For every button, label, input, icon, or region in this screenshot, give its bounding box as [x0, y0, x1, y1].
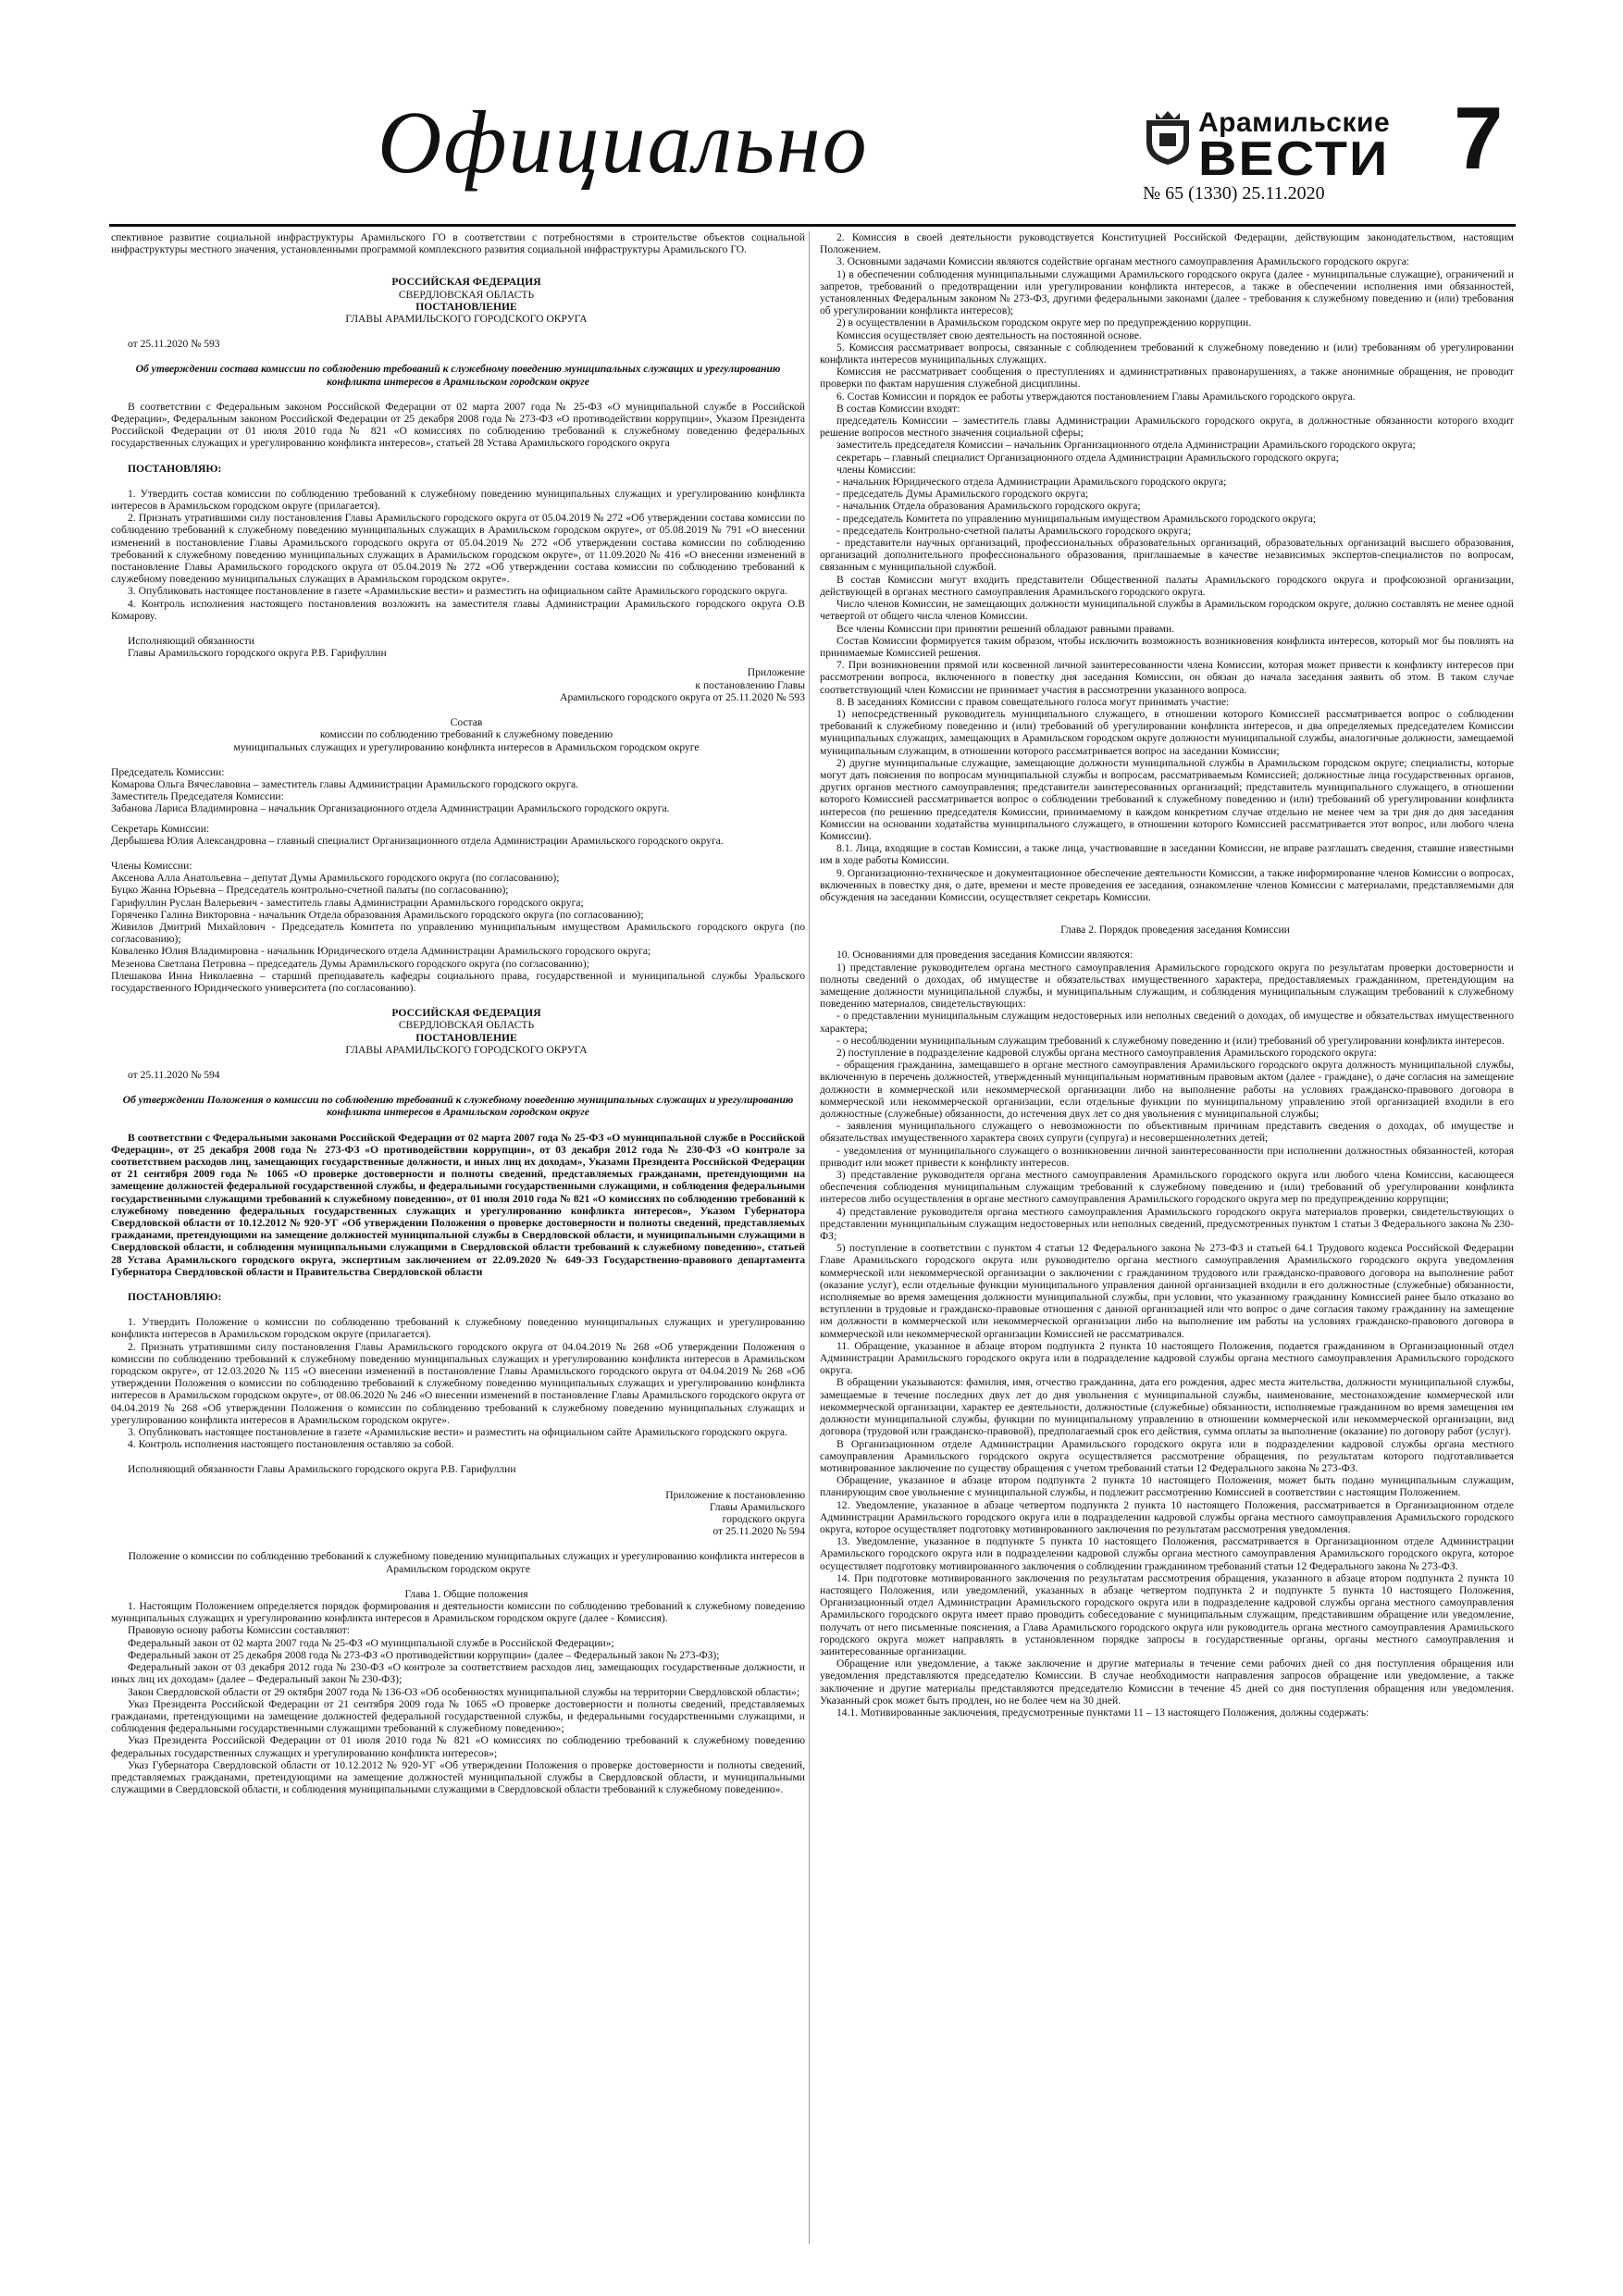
reg-clause: - обращения гражданина, замещавшего в органе местного самоуправления Арамильского городского округа должность муниципальной службы, включенную в перечень должностей, утвержденный муниципальным нормативным правовым актом (далее - граждане), о даче согласия на замещение должности в коммерческой или некоммерческой организации либо на выполнение работы на условиях гражданско-правового договора в коммерческой или некоммерческой организации, если отдельные функции по муниципальному управлению этой организацией входили в его должностные (служебные) обязанности, до истечения двух лет со дня увольнения с муниципальной службы; [820, 1059, 1514, 1121]
doc1-point-4: 4. Контроль исполнения настоящего постановления возложить на заместителя главы Администрации Арамильского городского округа О.В Комарову. [111, 597, 805, 622]
reg-clause: 4) представление руководителя органа местного самоуправления Арамильского городского округа материалов проверки, свидетельствующих о представлении муниципальным служащим недостоверных или неполных сведений, предусмотренных пунктом 1 статьи 3 Федерального закона № 230-ФЗ; [820, 1205, 1514, 1243]
composition-heading-2: комиссии по соблюдению требований к служебному поведению [319, 728, 613, 741]
doc2-point-4: 4. Контроль исполнения настоящего постановления оставляю за собой. [128, 1438, 454, 1451]
chair: Комарова Ольга Вячеславовна – заместитель главы Администрации Арамильского городского округа. [111, 777, 579, 790]
member-item: Гарифуллин Руслан Валерьевич - заместитель главы Администрации Арамильского городского округа; [111, 896, 584, 909]
doc2-appendix-3: городского округа [722, 1513, 805, 1526]
reg-clause: 1) представление руководителем органа местного самоуправления Арамильского городского округа по результатам проверки достоверности и полноты сведений о доходах, об имуществе и обязательствах имущественного характера, предоставляемых гражданином, претендующим на замещение должности муниципальной службы, и муниципальным служащим, и соблюдения муниципальным служащим требований к служебному поведению материалов, свидетельствующих: [820, 961, 1514, 1011]
member-role-item: - председатель Комитета по управлению муниципальным имуществом Арамильского городского округа; [836, 512, 1317, 525]
doc2-appendix-1: Приложение к постановлению [665, 1488, 805, 1501]
doc2-point-2: 2. Признать утратившими силу постановления Главы Арамильского городского округа от 04.04.2019 № 268 «Об утверждении Положения о комиссии по соблюдению требований к служебному поведению муниципальных служащих и урегулированию конфликта интересов в Арамильском городском округе», от 12.03.2020 № 115 «О внесении изменений в постановление Главы Арамильского городского округа от 04.04.2019 № 268 «Об утверждении Положения о комиссии по соблюдению требований к служебному поведению муниципальных служащих и урегулированию конфликта интересов в Арамильском городском округе», от 08.06.2020 № 246 «О внесении изменений в постановление Главы Арамильского городского округа от 04.04.2019 № 268 «Об утверждении Положения о комиссии по соблюдению требований к служебному поведению муниципальных служащих и урегулированию конфликта интересов в Арамильском городском округе». [111, 1340, 805, 1426]
secretary: Дербышева Юлия Александровна – главный специалист Организационного отдела Администрации Арамильского городского округа. [111, 834, 724, 847]
reg-clause: 13. Уведомление, указанное в подпункте 5 пункта 10 настоящего Положения, рассматривается в Организационном отделе Администрации Арамильского городского округа или в подразделении кадровой службы органа местного самоуправления Арамильского городского округа, которое осуществляет подготовку мотивированного заключения о соблюдении гражданином требований статьи 12 Федерального закона № 273-ФЗ. [820, 1535, 1514, 1572]
reg-clause: члены Комиссии: [836, 463, 916, 476]
reg-clause: 2) поступление в подразделение кадровой службы органа местного самоуправления Арамильского городского округа: [836, 1047, 1377, 1059]
reg-clause: Федеральный закон от 03 декабря 2012 года № 230-ФЗ «О контроле за соответствием расходов лиц, замещающих государственные должности, и иных лиц их доходам» (далее – Федеральный закон № 230-ФЗ); [111, 1661, 805, 1686]
chair-label: Председатель Комиссии: [111, 765, 225, 778]
section-title: Официально [378, 93, 869, 192]
reg-clause: Указ Президента Российской Федерации от 01 июля 2010 года № 821 «О комиссиях по соблюдению требований к служебному поведению федеральных государственных служащих и урегулированию конфликта интересов»; [111, 1734, 805, 1759]
doc2-signature: Исполняющий обязанности Главы Арамильского городского округа Р.В. Гарифуллин [128, 1463, 516, 1476]
member-role-item: - председатель Думы Арамильского городского округа; [836, 488, 1089, 501]
doc1-resolve: ПОСТАНОВЛЯЮ: [128, 462, 222, 475]
reg-clause: - о несоблюдении муниципальным служащим требований к служебному поведению и (или) требований об урегулировании конфликта интересов. [836, 1034, 1505, 1047]
composition-heading-1: Состав [450, 716, 483, 729]
brand-name-main: ВЕСТИ [1198, 132, 1390, 186]
reg-clause: 7. При возникновении прямой или косвенной личной заинтересованности члена Комиссии, которая может привести к конфликту интересов при рассмотрении вопроса, включенного в повестку дня заседания Комиссии, он обязан до начала заседания заявить об этом. В таком случае соответствующий член Комиссии не принимает участия в рассмотрении указанного вопроса. [820, 659, 1514, 696]
reg-clause: - представители научных организаций, профессиональных образовательных организаций, образовательных организаций высшего образования, организаций дополнительного профессионального образования, приглашаемые в качестве независимых экспертов-специалистов по вопросам, связанным с муниципальной службой. [820, 537, 1514, 574]
doc2-heading-4: ГЛАВЫ АРАМИЛЬСКОГО ГОРОДСКОГО ОКРУГА [345, 1043, 588, 1056]
reg-clause: Обращение, указанное в абзаце втором подпункта 2 пункта 10 настоящего Положения, может быть подано муниципальным служащим, планирующим свое увольнение с муниципальной службы, и подлежит рассмотрению Комиссией в соответствии с настоящим Положением. [820, 1474, 1514, 1499]
reg-clause: Правовую основу работы Комиссии составляют: [128, 1624, 351, 1637]
doc1-preamble: В соответствии с Федеральным законом Российской Федерации от 02 марта 2007 года № 25-ФЗ «О муниципальной службе в Российской Федерации», Федеральным законом Российской Федерации от 25 декабря 2008 года № 273-ФЗ «О противодействии коррупции», Указом Президента Российской Федерации от 01 июля 2010 года № 821 «О комиссиях по соблюдению требований к служебному поведению федеральных государственных служащих и урегулированию конфликта интересов», статьей 28 Устава Арамильского городского округа [111, 400, 805, 450]
member-role-item: - начальник Отдела образования Арамильского городского округа; [836, 500, 1141, 513]
masthead-rule [109, 224, 1516, 227]
reg-clause: председатель Комиссии – заместитель главы Администрации Арамильского городского округа, в должностные обязанности которого входит решение вопросов местного значения социальной сферы; [820, 415, 1514, 440]
reg-clause: заместитель председателя Комиссии – начальник Организационного отдела Администрации Арамильского городского округа; [836, 439, 1416, 452]
issue-number: № 65 (1330) 25.11.2020 [1143, 183, 1325, 204]
member-item: Горяченко Галина Викторовна - начальник Отдела образования Арамильского городского округа (по согласованию); [111, 908, 644, 921]
doc2-point-1: 1. Утвердить Положение о комиссии по соблюдению требований к служебному поведению муниципальных служащих и урегулированию конфликта интересов в Арамильском городском округе (прилагается). [111, 1316, 805, 1341]
masthead [109, 89, 1516, 204]
reg-clause: 3. Основными задачами Комиссии являются содействие органам местного самоуправления Арамильского городского округа: [836, 255, 1410, 268]
reg-clause: 14. При подготовке мотивированного заключения по результатам рассмотрения обращения, указанного в абзаце втором подпункта 2 пункта 10 настоящего Положения, или уведомлений, указанных в абзаце четвертом подпункта 2 и подпункте 5 пункта 10 настоящего Положения, Организационный отдел Администрации Арамильского городского округа или в подразделение кадровой службы органа местного самоуправления Арамильского городского округа имеет право проводить собеседование с муниципальным служащим, представившим обращение или уведомление, получать от него письменные пояснения, а Глава Арамильского городского округа или руководитель органа местного самоуправления Арамильского городского округа может направлять в установленном порядке запросы в государственные органы, органы местного самоуправления и заинтересованные организации. [820, 1571, 1514, 1657]
newspaper-brand [1141, 107, 1446, 204]
doc1-heading-3: ПОСТАНОВЛЕНИЕ [415, 300, 517, 313]
reg-clause: - уведомления от муниципального служащего о возникновении личной заинтересованности при исполнении должностных обязанностей, которая приводит или может привести к конфликту интересов. [820, 1144, 1514, 1169]
reg-clause: 5. Комиссия рассматривает вопросы, связанные с соблюдением требований к служебному поведению и (или) требованиям об урегулировании конфликта интересов муниципальных служащих. [820, 341, 1514, 366]
doc2-appendix-4: от 25.11.2020 № 594 [712, 1525, 805, 1538]
reg-clause: В обращении указываются: фамилия, имя, отчество гражданина, дата его рождения, адрес места жительства, должности муниципальной службы, замещаемые в течение последних двух лет до дня увольнения с муниципальной службы, наименование, местонахождение коммерческой или некоммерческой организации, характер ее деятельности, должностные (служебные) обязанности, исполняемые гражданином во время замещения им должности муниципальной службы, функции по муниципальному управлению в отношении коммерческой или некоммерческой организации, вид договора (трудовой или гражданско-правовой), предполагаемый срок его действия, сумма оплаты за выполнение (оказание) по договору работ (услуг). [820, 1376, 1514, 1438]
reg-clause: Федеральный закон от 02 марта 2007 года № 25-ФЗ «О муниципальной службе в Российской Федерации»; [128, 1636, 614, 1649]
composition-heading-3: муниципальных служащих и урегулированию конфликта интересов в Арамильском городском округе [233, 740, 700, 753]
reg-clause: 12. Уведомление, указанное в абзаце четвертом подпункта 2 пункта 10 настоящего Положения, рассматривается в Организационном отделе Администрации Арамильского городского округа или в подразделении кадровой службы органа местного самоуправления Арамильского городского округа, которое осуществляет подготовку мотивированного заключения по результатам рассмотрения уведомления. [820, 1498, 1514, 1535]
regulation-title: Положение о комиссии по соблюдению требований к служебному поведению муниципальных служащих и урегулированию конфликта интересов в Арамильском городском округе [128, 1550, 805, 1575]
intro-text: спективное развитие социальной инфраструктуры Арамильского ГО в соответствии с потребностями в строительстве объектов социальной инфраструктуры местного значения, установленными программой комплексного развития социальной инфраструктуры Арамильского ГО. [111, 231, 805, 256]
reg-clause: Указ Президента Российской Федерации от 21 сентября 2009 года № 1065 «О проверке достоверности и полноты сведений, представляемых гражданами, претендующими на замещение должностей федеральной государственной службы, и федеральными государственными служащими, и соблюдения федеральными государственными служащими требований к служебному поведению»; [111, 1697, 805, 1735]
reg-clause: 11. Обращение, указанное в абзаце втором подпункта 2 пункта 10 настоящего Положения, подается гражданином в Организационный отдел Администрации Арамильского городского округа или в подразделение кадровой службы органа местного самоуправления Арамильского городского округа. [820, 1339, 1514, 1377]
doc1-signature-2: Главы Арамильского городского округа Р.В. Гарифуллин [128, 647, 387, 660]
reg-clause: 2. Комиссия в своей деятельности руководствуется Конституцией Российской Федерации, действующим законодательством, настоящим Положением. [820, 231, 1514, 256]
page-number: 7 [1454, 89, 1504, 188]
column-divider [809, 231, 810, 2244]
reg-clause: 6. Состав Комиссии и порядок ее работы утверждаются постановлением Главы Арамильского городского округа. [836, 390, 1356, 403]
brand-name-top: Арамильские [1198, 107, 1391, 138]
doc2-title: Об утверждении Положения о комиссии по соблюдению требований к служебному поведению муниципальных служащих и урегулированию конфликта интересов в Арамильском городском округе [122, 1094, 794, 1119]
doc1-point-2: 2. Признать утратившими силу постановления Главы Арамильского городского округа от 05.04.2019 № 272 «Об утверждении состава комиссии по соблюдению требований к служебному поведению муниципальных служащих в Арамильском городском округе», от 05.08.2019 № 791 «О внесении изменений в постановление Главы Арамильского городского округа от 05.04.2019 № 272 «Об утверждении состава комиссии по соблюдению требований к служебному поведению муниципальных служащих в Арамильском городском округе», от 11.09.2020 № 416 «О внесении изменений в постановление Главы Арамильского городского округа от 05.04.2019 № 272 «Об утверждении состава комиссии по соблюдению требований к служебному поведению муниципальных служащих в Арамильском городском округе». [111, 512, 805, 586]
member-role-item: - председатель Контрольно-счетной палаты Арамильского городского округа; [836, 524, 1192, 537]
reg-clause: Обращение или уведомление, а также заключение и другие материалы в течение семи рабочих дней со дня поступления обращения или уведомления представляются председателю Комиссии. В случае необходимости направления запросов обращение или уведомление, а также заключение и другие материалы представляются председателю Комиссии в течение 45 дней со дня поступления обращения или уведомления. Указанный срок может быть продлен, но не более чем на 30 дней. [820, 1657, 1514, 1706]
reg-clause: В состав Комиссии входят: [836, 402, 960, 415]
doc1-point-3: 3. Опубликовать настоящее постановление в газете «Арамильские вести» и разместить на официальном сайте Арамильского городского округа. [128, 585, 787, 598]
left-column [111, 231, 805, 1795]
doc2-preamble: В соответствии с Федеральными законами Российской Федерации от 02 марта 2007 года № 25-ФЗ «О муниципальной службе в Российской Федерации», от 25 декабря 2008 года № 273-ФЗ «О противодействии коррупции», от 03 декабря 2012 года № 230-ФЗ «О контроле за соответствием расходов лиц, замещающих государственные должности, и иных лиц их доходам», Указами Президента Российской Федерации от 21 сентября 2009 года № 1065 «О проверке достоверности и полноты сведений, представляемых гражданами, претендующими на замещение должностей федеральной государственной службы, и федеральными государственными служащими, и соблюдения федеральными государственными служащими требований к служебному поведению», от 01 июля 2010 года № 821 «О комиссиях по соблюдению требований к служебному поведению федеральных государственных служащих и урегулированию конфликта интересов», Указом Губернатора Свердловской области от 10.12.2012 № 920-УГ «Об утверждении Положения о проверке достоверности и полноты сведений, представляемых гражданами, претендующими на замещение должностей муниципальной службы в Свердловской области, и муниципальными служащими в Свердловской области, и соблюдения муниципальными служащими в Свердловской области требований к служебному поведению», статьей 28 Устава Арамильского городского округа, экспертным заключением от 22.09.2020 № 649-ЭЗ Государственно-правового департамента Губернатора Свердловской области и Правительства Свердловской области [111, 1131, 805, 1278]
doc1-appendix-3: Арамильского городского округа от 25.11.2020 № 593 [560, 690, 805, 703]
reg-clause: 8. В заседаниях Комиссии с правом совещательного голоса могут принимать участие: [836, 695, 1230, 708]
reg-clause: 2) в осуществлении в Арамильском городском округе мер по предупреждению коррупции. [836, 316, 1252, 329]
member-item: Живилов Дмитрий Михайлович - Председатель Комитета по управлению муниципальным имуществом Арамильского городского округа (по согласованию); [111, 920, 805, 946]
member-item: Плешакова Инна Николаевна – старший преподаватель кафедры социального права, государственной и муниципальной службы Уральского государственного Юридического университета (по согласованию). [111, 969, 805, 994]
reg-clause: В Организационном отделе Администрации Арамильского городского округа или в подразделении кадровой службы органа местного самоуправления Арамильского городского округа осуществляется рассмотрение обращения, по результатам которого подготавливается мотивированное заключение по существу обращения с учетом требований статьи 12 Федерального закона № 273-ФЗ. [820, 1437, 1514, 1474]
doc2-heading-3: ПОСТАНОВЛЕНИЕ [415, 1031, 517, 1044]
doc1-point-1: 1. Утвердить состав комиссии по соблюдению требований к служебному поведению муниципальных служащих и урегулированию конфликта интересов в Арамильском городском округе (прилагается). [111, 487, 805, 513]
right-column [820, 231, 1514, 1719]
member-item: Коваленко Юлия Владимировна - начальник Юридического отдела Администрации Арамильского городского округа; [111, 945, 651, 958]
reg-clause: 1. Настоящим Положением определяется порядок формирования и деятельности комиссии по соблюдению требований к служебному поведению муниципальных служащих и урегулированию конфликта интересов в Арамильском городском округе (далее - Комиссия). [111, 1600, 805, 1625]
reg-clause: 5) поступление в соответствии с пунктом 4 статьи 12 Федерального закона № 273-ФЗ и статьей 64.1 Трудового кодекса Российской Федерации Главе Арамильского городского округа или руководителю органа местного самоуправления Арамильского городского округа уведомления коммерческой или некоммерческой организации о заключении с гражданином трудового или гражданско-правового договора на выполнение работ (оказание услуг), если отдельные функции муниципального управления данной организацией входили в его должностные (служебные) обязанности, исполняемые во время замещения должности муниципальной службы, при условии, что указанному гражданину Комиссией ранее было отказано во вступлении в трудовые и гражданско-правовые отношения с данной организацией или что вопрос о даче согласия такому гражданину на замещение им должности в коммерческой или некоммерческой организации либо на выполнение им работы на условиях гражданско-правового договора в коммерческой или некоммерческой организации Комиссией не рассматривался. [820, 1242, 1514, 1340]
reg-clause: 3) представление руководителя органа местного самоуправления Арамильского городского округа или любого члена Комиссии, касающееся обеспечения соблюдения муниципальным служащим требований к служебному поведению и (или) требований об урегулировании конфликта интересов либо осуществления в органе местного самоуправления Арамильского городского округа мер по предупреждению коррупции; [820, 1169, 1514, 1206]
reg-clause: Указ Губернатора Свердловской области от 10.12.2012 № 920-УГ «Об утверждении Положения о проверке достоверности и полноты сведений, представляемых гражданами, претендующими на замещение должностей муниципальной службы в Свердловской области, и муниципальными служащими в Свердловской области, и соблюдения муниципальными служащими в Свердловской области требований к служебному поведению». [111, 1758, 805, 1796]
doc2-date: от 25.11.2020 № 594 [128, 1068, 220, 1081]
deputy-label: Заместитель Председателя Комиссии: [111, 790, 284, 803]
doc1-signature-1: Исполняющий обязанности [128, 635, 254, 648]
doc1-heading-1: РОССИЙСКАЯ ФЕДЕРАЦИЯ [391, 276, 541, 289]
doc2-appendix-2: Главы Арамильского [709, 1500, 805, 1513]
member-item: Буцко Жанна Юрьевна – Председатель контрольно-счетной палаты (по согласованию); [111, 884, 509, 897]
member-item: Аксенова Алла Анатольевна – депутат Думы Арамильского городского округа (по согласованию); [111, 872, 560, 885]
reg-clause: Закон Свердловской области от 29 октября 2007 года № 136-ОЗ «Об особенностях муниципальной службы на территории Свердловской области»; [128, 1685, 800, 1698]
member-role-item: - начальник Юридического отдела Администрации Арамильского городского округа; [836, 476, 1227, 489]
doc2-point-3: 3. Опубликовать настоящее постановление в газете «Арамильские вести» и разместить на официальном сайте Арамильского городского округа. [128, 1426, 787, 1439]
reg-clause: секретарь – главный специалист Организационного отдела Администрации Арамильского городского округа; [836, 451, 1339, 464]
reg-clause: Состав Комиссии формируется таким образом, чтобы исключить возможность возникновения конфликта интересов, который мог бы повлиять на принимаемые Комиссией решения. [820, 634, 1514, 659]
reg-clause: - о представлении муниципальным служащим недостоверных или неполных сведений о доходах, об имуществе и обязательствах имущественного характера; [820, 1010, 1514, 1035]
doc1-title: Об утверждении состава комиссии по соблюдению требований к служебному поведению муниципальных служащих и урегулированию конфликта интересов в Арамильском городском округе [135, 363, 781, 388]
reg-clause: Федеральный закон от 25 декабря 2008 года № 273-ФЗ «О противодействии коррупции» (далее – Федеральный закон № 273-ФЗ); [128, 1648, 720, 1661]
deputy: Забанова Лариса Владимировна – начальник Организационного отдела Администрации Арамильского городского округа. [111, 802, 670, 815]
reg-clause: 1) в обеспечении соблюдения муниципальными служащими Арамильского городского округа (далее - муниципальные служащие), ограничений и запретов, требований о предотвращении или урегулировании конфликта интересов, а также в обеспечении исполнения ими обязанностей, установленных Федеральным законом № 273-ФЗ, другими федеральными законами (далее - требования к служебному поведению и (или) требования об урегулировании конфликта интересов); [820, 267, 1514, 317]
doc2-heading-2: СВЕРДЛОВСКАЯ ОБЛАСТЬ [398, 1019, 535, 1032]
doc2-heading-1: РОССИЙСКАЯ ФЕДЕРАЦИЯ [391, 1007, 541, 1020]
reg-clause: В состав Комиссии могут входить представители Общественной палаты Арамильского городского округа и профсоюзной организации, действующей в органах местного самоуправления Арамильского городского округа. [820, 573, 1514, 598]
reg-clause: 1) непосредственный руководитель муниципального служащего, в отношении которого Комиссией рассматривается вопрос о соблюдении требований к служебному поведению и (или) требований об урегулировании конфликта интересов, и два определяемых председателем Комиссии муниципальных служащих, замещающих в Арамильском городском округе должности муниципальной службы, аналогичные должности, замещаемой муниципальным служащим, в отношении которого рассматривается вопрос на заседании Комиссии; [820, 707, 1514, 757]
coat-of-arms-icon [1141, 109, 1195, 167]
reg-clause: 8.1. Лица, входящие в состав Комиссии, а также лица, участвовавшие в заседании Комиссии, не вправе разглашать сведения, ставшие известными им в ходе работы Комиссии. [820, 842, 1514, 867]
reg-clause: Комиссия осуществляет свою деятельность на постоянной основе. [836, 329, 1142, 341]
reg-clause: 10. Основаниями для проведения заседания Комиссии являются: [836, 949, 1134, 962]
chapter-1-heading: Глава 1. Общие положения [404, 1587, 528, 1600]
doc1-appendix-2: к постановлению Главы [695, 678, 805, 691]
doc1-heading-4: ГЛАВЫ АРАМИЛЬСКОГО ГОРОДСКОГО ОКРУГА [345, 313, 588, 326]
reg-clause: - заявления муниципального служащего о невозможности по объективным причинам представить сведения о доходах, об имуществе и обязательствах имущественного характера своих супруги (супруга) и несовершеннолетних детей; [820, 1120, 1514, 1145]
reg-clause: Все члены Комиссии при принятии решений обладают равными правами. [836, 622, 1175, 635]
reg-clause: 9. Организационно-техническое и документационное обеспечение деятельности Комиссии, а также информирование членов Комиссии о вопросах, включенных в повестку дня, о дате, времени и месте проведения ее заседания, ознакомление членов Комиссии с материалами, представляемыми для обсуждения на заседании Комиссии, осуществляет секретарь Комиссии. [820, 866, 1514, 903]
members-label: Члены Комиссии: [111, 859, 192, 872]
doc1-heading-2: СВЕРДЛОВСКАЯ ОБЛАСТЬ [398, 288, 535, 301]
reg-clause: 2) другие муниципальные служащие, замещающие должности муниципальной службы в Арамильском городском округе; специалисты, которые могут дать пояснения по вопросам муниципальной службы и вопросам, рассматриваемым Комиссией; должностные лица государственных органов, других органов местного самоуправления; представители заинтересованных организаций; представитель муниципального служащего, в отношении которого Комиссией рассматривается вопрос о соблюдении требований к служебному поведению и (или) требований об урегулировании конфликта интересов (по решению председателя Комиссии, принимаемому в каждом конкретном случае отдельно не менее чем за три дня до дня заседания Комиссии на основании ходатайства муниципального служащего, в отношении которого Комиссией рассматривается этот вопрос, или любого члена Комиссии). [820, 756, 1514, 842]
reg-clause: Число членов Комиссии, не замещающих должности муниципальной службы в Арамильском городском округе, должно составлять не менее одной четвертой от общего числа членов Комиссии. [820, 598, 1514, 623]
doc1-date: от 25.11.2020 № 593 [128, 338, 220, 351]
secretary-label: Секретарь Комиссии: [111, 822, 210, 835]
reg-clause: 14.1. Мотивированные заключения, предусмотренные пунктами 11 – 13 настоящего Положения, должны содержать: [836, 1706, 1369, 1719]
doc2-resolve: ПОСТАНОВЛЯЮ: [128, 1291, 222, 1304]
doc1-appendix-1: Приложение [747, 666, 805, 679]
reg-clause: Комиссия не рассматривает сообщения о преступлениях и административных правонарушениях, а также анонимные обращения, не проводит проверки по фактам нарушения служебной дисциплины. [820, 366, 1514, 391]
chapter-2-heading: Глава 2. Порядок проведения заседания Комиссии [1060, 924, 1290, 937]
member-item: Мезенова Светлана Петровна – председатель Думы Арамильского городского округа (по согласованию); [111, 957, 589, 970]
